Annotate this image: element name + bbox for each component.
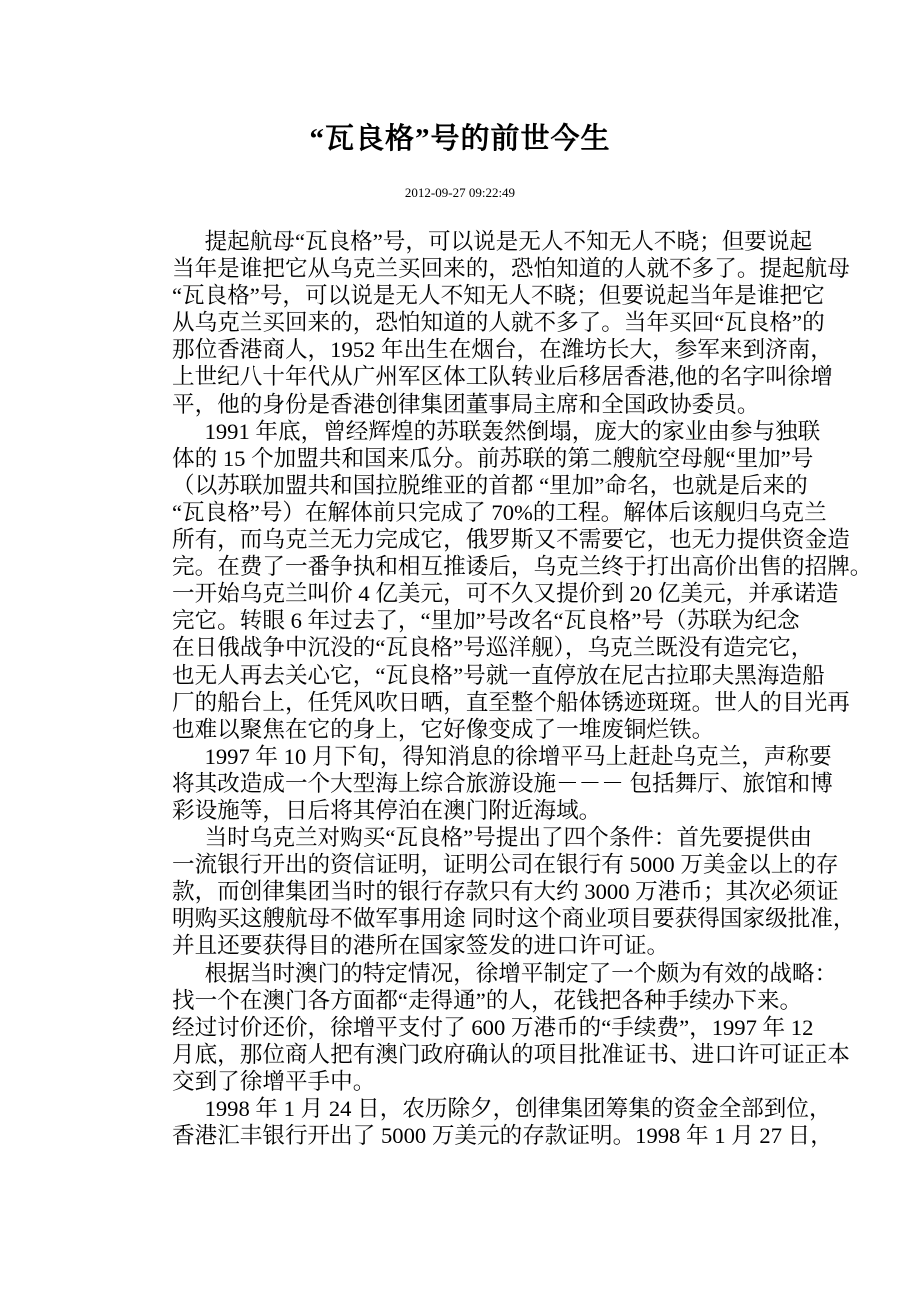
text-line: 经过讨价还价，徐增平支付了 600 万港币的“手续费”，1997 年 12 xyxy=(172,1014,814,1040)
text-line: “瓦良格”号，可以说是无人不知无人不晓；但要说起当年是谁把它 xyxy=(172,283,825,309)
text-line: 所有，而乌克兰无力完成它，俄罗斯又不需要它，也无力提供资金造 xyxy=(172,527,850,553)
text-line: 从乌克兰买回来的，恐怕知道的人就不多了。当年买回“瓦良格”的 xyxy=(172,310,825,336)
text-line: 当年是谁把它从乌克兰买回来的，恐怕知道的人就不多了。提起航母 xyxy=(172,256,850,282)
text-line: 一流银行开出的资信证明，证明公司在银行有 5000 万美金以上的存 xyxy=(172,852,839,878)
text-line: 1998 年 1 月 24 日，农历除夕，创律集团筹集的资金全部到位， xyxy=(182,1096,832,1121)
text-line: 交到了徐增平手中。 xyxy=(172,1068,376,1094)
text-line: 体的 15 个加盟共和国来瓜分。前苏联的第二艘航空母舰“里加”号 xyxy=(172,445,814,471)
text-line: 平，他的身份是香港创律集团董事局主席和全国政协委员。 xyxy=(172,391,760,417)
text-line: 将其改造成一个大型海上综合旅游设施－－－ 包括舞厅、旅馆和博 xyxy=(172,770,833,796)
text-line: 完它。转眼 6 年过去了，“里加”号改名“瓦良格”号（苏联为纪念 xyxy=(172,608,800,634)
text-line: 香港汇丰银行开出了 5000 万美元的存款证明。1998 年 1 月 27 日， xyxy=(172,1123,833,1149)
paragraph xyxy=(172,960,850,1095)
text-line: 款，而创律集团当时的银行存款只有大约 3000 万港币；其次必须证 xyxy=(172,879,839,905)
document-title: “瓦良格”号的前世今生 xyxy=(309,123,611,155)
text-line: 也难以聚焦在它的身上，它好像变成了一堆废铜烂铁。 xyxy=(172,716,715,742)
text-line: 明购买这艘航母不做军事用途 同时这个商业项目要获得国家级批准， xyxy=(172,906,856,932)
text-line: 也无人再去关心它，“瓦良格”号就一直停放在尼古拉耶夫黑海造船 xyxy=(172,662,825,688)
text-line: 找一个在澳门各方面都“走得通”的人，花钱把各种手续办下来。 xyxy=(172,987,803,1013)
document-body xyxy=(172,228,873,1149)
text-line: 那位香港商人，1952 年出生在烟台，在潍坊长大，参军来到济南， xyxy=(172,337,833,363)
text-line: 完。在费了一番争执和相互推诿后，乌克兰终于打出高价出售的招牌。 xyxy=(172,554,873,580)
text-line: 上世纪八十年代从广州军区体工队转业后移居香港,他的名字叫徐增 xyxy=(172,364,833,390)
text-line: 当时乌克兰对购买“瓦良格”号提出了四个条件：首先要提供由 xyxy=(182,825,813,851)
text-line: 提起航母“瓦良格”号，可以说是无人不知无人不晓；但要说起 xyxy=(182,229,813,254)
text-line: 并且还要获得目的港所在国家签发的进口许可证。 xyxy=(172,933,670,959)
text-line: 在日俄战争中沉没的“瓦良格”号巡洋舰），乌克兰既没有造完它， xyxy=(172,635,814,661)
paragraph xyxy=(172,1095,833,1149)
text-line: “瓦良格”号）在解体前只完成了 70%的工程。解体后该舰归乌克兰 xyxy=(172,499,827,525)
paragraph xyxy=(172,228,850,418)
text-line: （以苏联加盟共和国拉脱维亚的首都 “里加”命名，也就是后来的 xyxy=(172,472,808,498)
document-date: 2012-09-27 09:22:49 xyxy=(404,185,516,200)
text-line: 厂的船台上，任凭风吹日晒，直至整个船体锈迹斑斑。世人的目光再 xyxy=(172,689,850,715)
text-line: 彩设施等，日后将其停泊在澳门附近海域。 xyxy=(172,797,602,823)
text-line: 1997 年 10 月下旬，得知消息的徐增平马上赶赴乌克兰，声称要 xyxy=(182,743,832,769)
paragraph xyxy=(172,418,873,743)
paragraph xyxy=(172,743,833,824)
paragraph xyxy=(172,824,856,959)
text-line: 月底，那位商人把有澳门政府确认的项目批准证书、进口许可证正本 xyxy=(172,1041,850,1067)
text-line: 1991 年底，曾经辉煌的苏联轰然倒塌，庞大的家业由参与独联 xyxy=(182,418,821,444)
text-line: 根据当时澳门的特定情况，徐增平制定了一个颇为有效的战略： xyxy=(182,960,838,986)
text-line: 一开始乌克兰叫价 4 亿美元，可不久又提价到 20 亿美元，并承诺造 xyxy=(172,581,839,607)
